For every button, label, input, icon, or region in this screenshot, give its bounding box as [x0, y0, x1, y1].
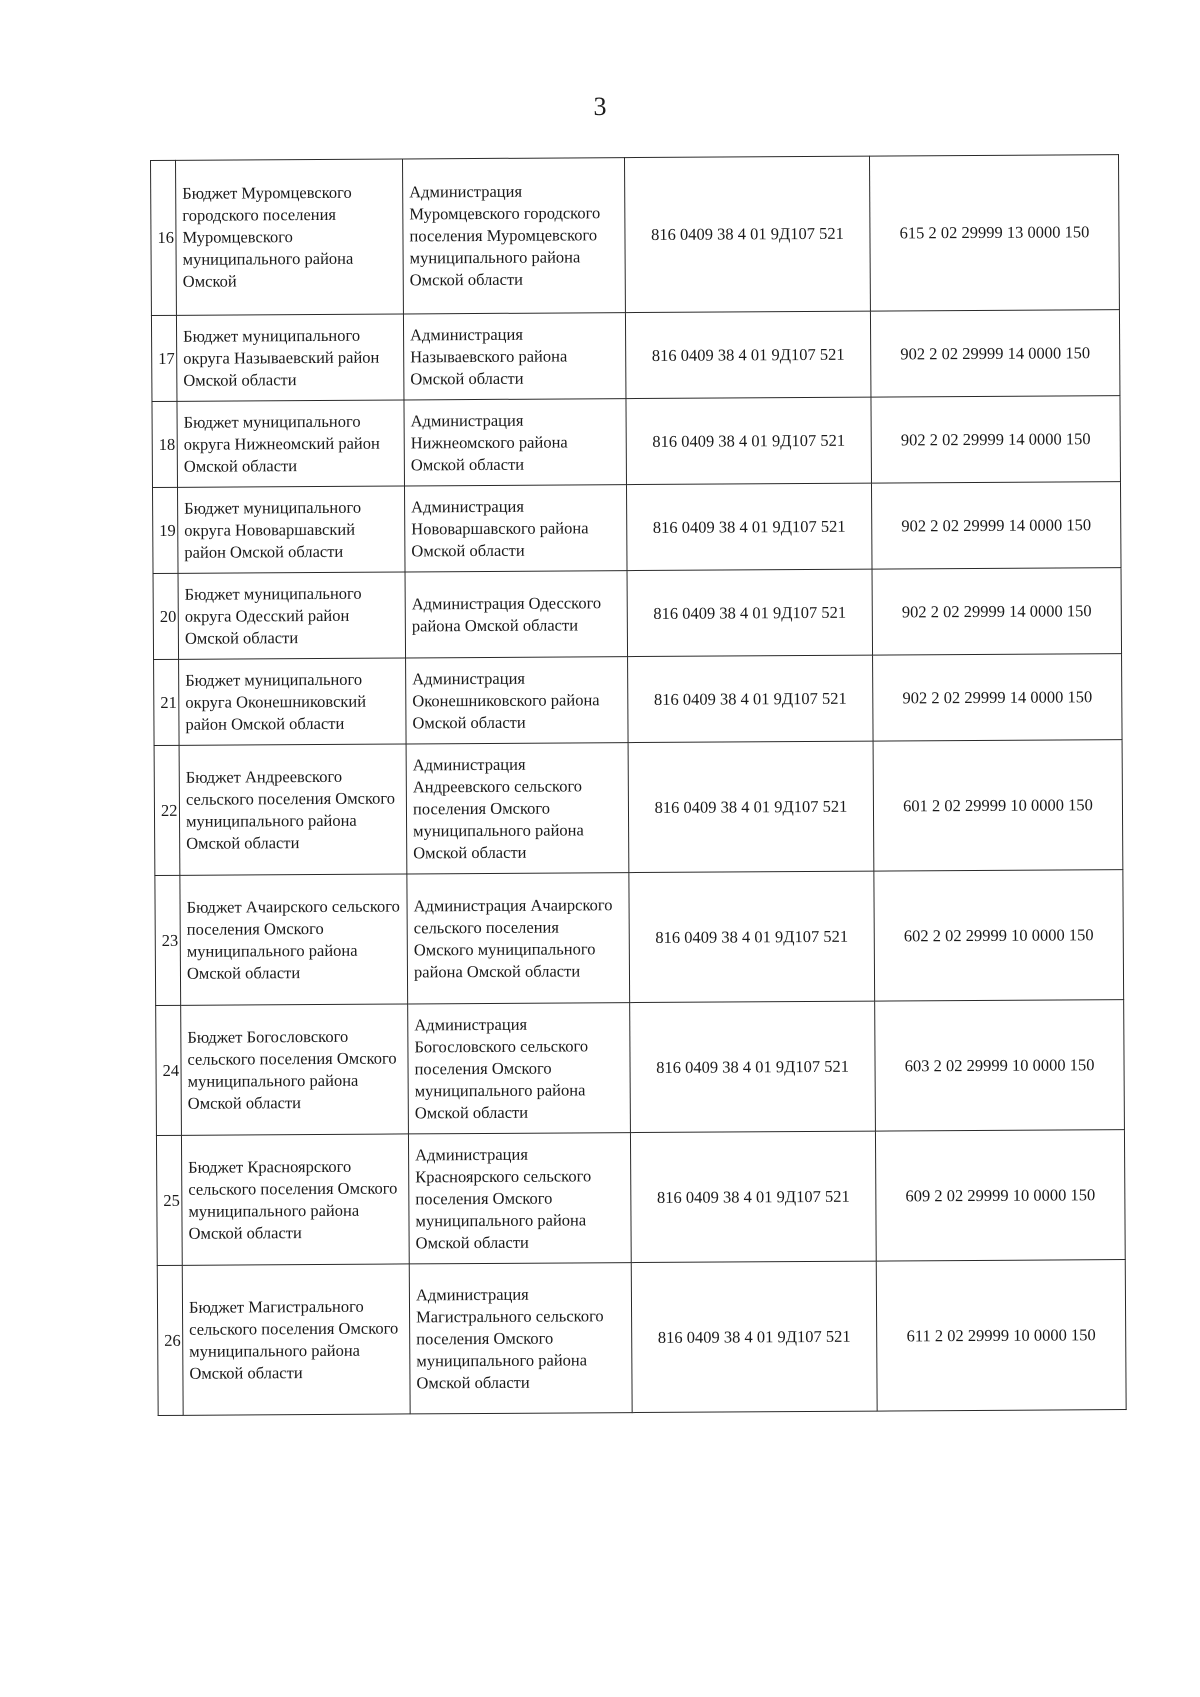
budget-name: Бюджет Ачаирского сельского поселения Омского муниципального района Омской области — [180, 874, 408, 1005]
budget-name: Бюджет муниципального округа Оконешниковский район Омской области — [179, 658, 407, 745]
budget-name: Бюджет Богословского сельского поселения Омского муниципального района Омской области — [181, 1004, 409, 1135]
row-number: 18 — [152, 401, 178, 487]
expense-code: 816 0409 38 4 01 9Д107 521 — [627, 569, 873, 656]
revenue-code: 615 2 02 29999 13 0000 150 — [869, 155, 1119, 312]
budget-table — [150, 154, 1127, 1416]
table-row — [152, 396, 1121, 488]
row-number: 20 — [153, 573, 179, 659]
administrator-name: Администрация Андреевского сельского поселения Омского муниципального района Омской области — [406, 743, 629, 874]
table-row — [155, 870, 1124, 1006]
expense-code: 816 0409 38 4 01 9Д107 521 — [630, 1131, 876, 1262]
revenue-code: 902 2 02 29999 14 0000 150 — [870, 310, 1120, 398]
budget-name: Бюджет муниципального округа Нововаршавский район Омской области — [178, 486, 406, 573]
table-row — [153, 482, 1122, 574]
row-number: 16 — [151, 160, 177, 315]
budget-name: Бюджет муниципального округа Называевский район Омской области — [176, 314, 404, 401]
table-row — [156, 1130, 1125, 1266]
budget-name: Бюджет Магистрального сельского поселения Омского муниципального района Омской области — [182, 1264, 410, 1415]
revenue-code: 611 2 02 29999 10 0000 150 — [876, 1260, 1126, 1412]
administrator-name: Администрация Магистрального сельского поселения Омского муниципального района Омской области — [409, 1263, 632, 1414]
table-row — [157, 1260, 1126, 1416]
row-number: 23 — [155, 875, 181, 1005]
revenue-code: 902 2 02 29999 14 0000 150 — [873, 654, 1123, 742]
table-row — [151, 310, 1120, 402]
expense-code: 816 0409 38 4 01 9Д107 521 — [626, 397, 872, 484]
expense-code: 816 0409 38 4 01 9Д107 521 — [630, 1001, 876, 1132]
administrator-name: Администрация Называевского района Омской области — [403, 313, 626, 400]
expense-code: 816 0409 38 4 01 9Д107 521 — [626, 483, 872, 570]
revenue-code: 602 2 02 29999 10 0000 150 — [874, 870, 1124, 1002]
budget-name: Бюджет Муромцевского городского поселения Муромцевского муниципального района Омской — [176, 159, 404, 315]
row-number: 24 — [156, 1005, 182, 1135]
budget-name: Бюджет Красноярского сельского поселения Омского муниципального района Омской области — [181, 1134, 409, 1265]
revenue-code: 902 2 02 29999 14 0000 150 — [872, 568, 1122, 656]
expense-code: 816 0409 38 4 01 9Д107 521 — [631, 1261, 877, 1412]
expense-code: 816 0409 38 4 01 9Д107 521 — [629, 871, 875, 1002]
administrator-name: Администрация Нововаршавского района Омской области — [404, 485, 627, 572]
budget-name: Бюджет муниципального округа Нижнеомский район Омской области — [177, 400, 405, 487]
administrator-name: Администрация Нижнеомского района Омской области — [404, 399, 627, 486]
row-number: 17 — [151, 315, 177, 401]
expense-code: 816 0409 38 4 01 9Д107 521 — [628, 655, 874, 742]
row-number: 19 — [153, 487, 179, 573]
table-row — [153, 568, 1122, 660]
administrator-name: Администрация Одесского района Омской области — [405, 571, 628, 658]
row-number: 21 — [154, 659, 180, 745]
expense-code: 816 0409 38 4 01 9Д107 521 — [624, 156, 870, 312]
revenue-code: 609 2 02 29999 10 0000 150 — [875, 1130, 1125, 1262]
administrator-name: Администрация Ачаирского сельского поселения Омского муниципального района Омской области — [407, 873, 630, 1004]
expense-code: 816 0409 38 4 01 9Д107 521 — [625, 311, 871, 398]
table-row — [154, 654, 1123, 746]
row-number: 26 — [157, 1265, 183, 1415]
page-number: 3 — [593, 92, 607, 121]
revenue-code: 902 2 02 29999 14 0000 150 — [871, 396, 1121, 484]
administrator-name: Администрация Оконешниковского района Омской области — [406, 657, 629, 744]
administrator-name: Администрация Красноярского сельского поселения Омского муниципального района Омской области — [408, 1133, 631, 1264]
row-number: 22 — [154, 745, 180, 875]
revenue-code: 601 2 02 29999 10 0000 150 — [873, 740, 1123, 872]
table-row — [151, 155, 1120, 316]
administrator-name: Администрация Муромцевского городского поселения Муромцевского муниципального района Омской области — [402, 158, 625, 314]
row-number: 25 — [156, 1135, 182, 1265]
expense-code: 816 0409 38 4 01 9Д107 521 — [628, 741, 874, 872]
budget-name: Бюджет Андреевского сельского поселения Омского муниципального района Омской области — [179, 744, 407, 875]
revenue-code: 902 2 02 29999 14 0000 150 — [871, 482, 1121, 570]
table-row — [156, 1000, 1125, 1136]
table-row — [154, 740, 1123, 876]
budget-name: Бюджет муниципального округа Одесский район Омской области — [178, 572, 406, 659]
administrator-name: Администрация Богословского сельского поселения Омского муниципального района Омской области — [408, 1003, 631, 1134]
revenue-code: 603 2 02 29999 10 0000 150 — [875, 1000, 1125, 1132]
